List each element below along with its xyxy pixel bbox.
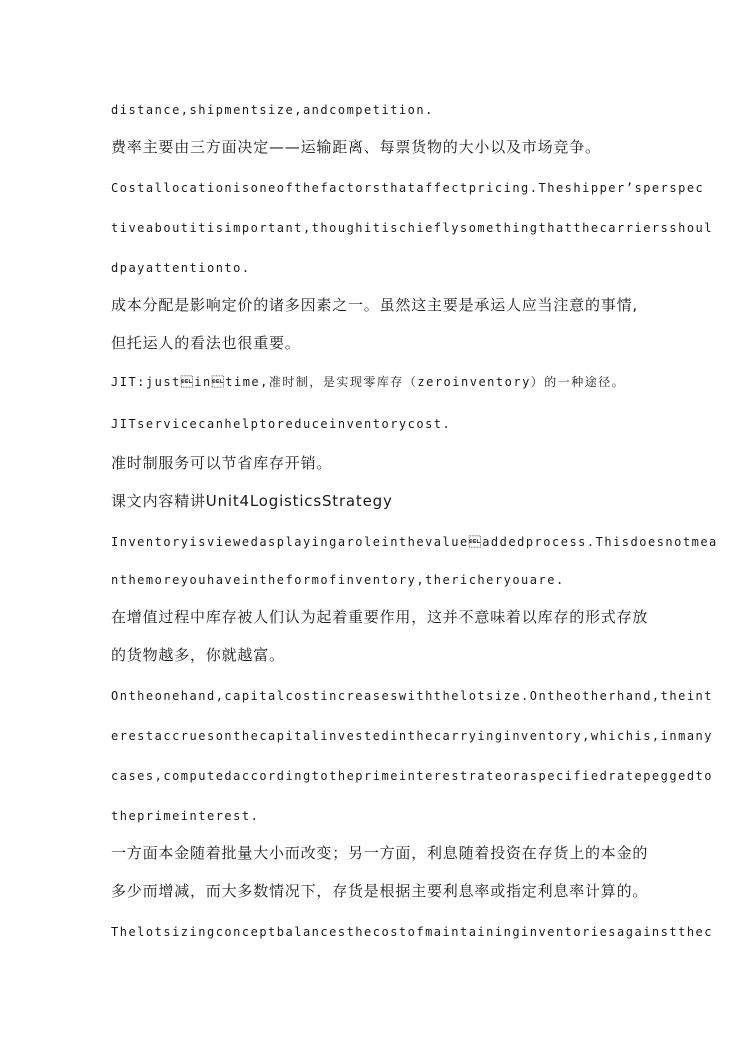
text-line: tiveaboutitisimportant,thoughitischieflysomethingthatthecarriersshoul — [111, 221, 713, 235]
text-line: distance,shipmentsize,andcompetition. — [111, 103, 434, 117]
text-line: JIT:justintime,准时制，是实现零库存（zeroinventory）的一种途径。 — [111, 375, 626, 389]
text-line: dpayattentionto. — [111, 261, 251, 275]
text-line: 一方面本金随着批量大小而改变；另一方面，利息随着投资在存货上的本金的 — [111, 844, 649, 862]
text-line: Thelotsizingconceptbalancesthecostofmaintaininginventoriesagainstthec — [111, 925, 713, 939]
text-line: JITservicecanhelptoreduceinventorycost. — [111, 417, 452, 431]
text-line: Costallocationisoneofthefactorsthataffectpricing.Theshipper’sperspec — [111, 181, 705, 195]
text-line: 多少而增减，而大多数情况下，存货是根据主要利息率或指定利息率计算的。 — [111, 882, 649, 900]
text-line: cases,computedaccordingtotheprimeinterestrateoraspecifiedratepeggedto — [111, 769, 713, 783]
text-line: 的货物越多，你就越富。 — [111, 646, 285, 664]
text-line: 准时制服务可以节省库存开销。 — [111, 454, 333, 472]
text-line: 但托运人的看法也很重要。 — [111, 334, 301, 352]
text-line: 费率主要由三方面决定——运输距离、每票货物的大小以及市场竞争。 — [111, 138, 601, 156]
text-line: nthemoreyouhaveintheformofinventory,thericheryouare. — [111, 573, 565, 587]
text-line: Ontheonehand,capitalcostincreaseswiththelotsize.Ontheotherhand,theint — [111, 689, 713, 703]
section-heading: 课文内容精讲Unit4LogisticsStrategy — [111, 492, 393, 510]
text-line: theprimeinterest. — [111, 809, 260, 823]
text-line: erestaccruesonthecapitalinvestedinthecarryinginventory,whichis,inmany — [111, 729, 713, 743]
text-line: 成本分配是影响定价的诸多因素之一。虽然这主要是承运人应当注意的事情, — [111, 296, 638, 314]
text-line: 在增值过程中库存被人们认为起着重要作用，这并不意味着以库存的形式存放 — [111, 608, 649, 626]
text-line: Inventoryisviewedasplayingaroleinthevalueaddedprocess.Thisdoesnotmea — [111, 535, 718, 549]
